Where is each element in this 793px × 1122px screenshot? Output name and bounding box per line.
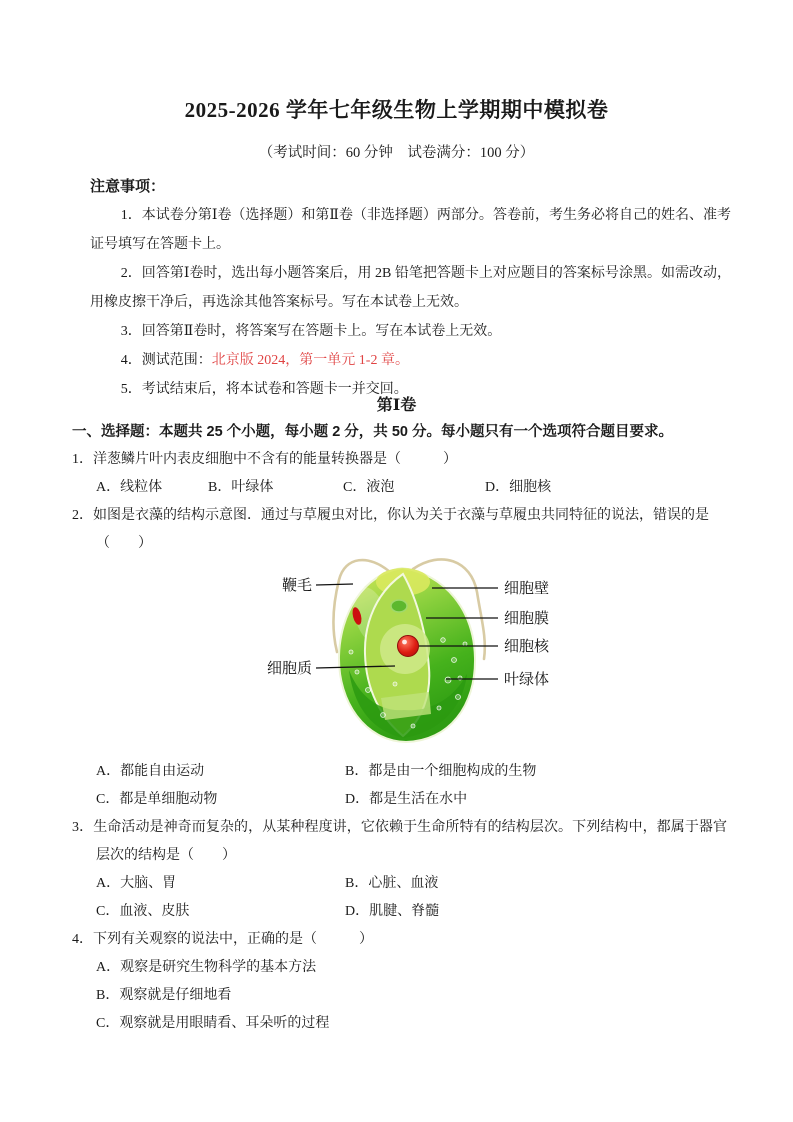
question-4-options [72, 954, 727, 1038]
question-4-option-a: A．观察是研究生物科学的基本方法 [96, 960, 317, 975]
notice-item-1: 1．本试卷分第Ⅰ卷（选择题）和第Ⅱ卷（非选择题）两部分。答卷前，考生务必将自己的姓名、准考证号填写在答题卡上。 [90, 208, 731, 252]
question-1-option-c: C．液泡 [343, 480, 395, 495]
notice-item-4-prefix: 4．测试范围： [120, 353, 212, 368]
notice-item-2: 2．回答第Ⅰ卷时，选出每小题答案后，用 2B 铅笔把答题卡上对应题目的答案标号涂黑。如需改动，用橡皮擦干净后，再选涂其他答案标号。写在本试卷上无效。 [90, 266, 731, 310]
notice-item-4-scope: 北京版 2024，第一单元 1-2 章。 [211, 353, 409, 368]
question-2 [72, 502, 727, 814]
question-2-option-a: A．都能自由运动 [96, 764, 205, 779]
question-1-stem: 1．洋葱鳞片叶内表皮细胞中不含有的能量转换器是（ ） [72, 452, 457, 467]
question-1-number: 1． [72, 452, 93, 467]
question-2-stem-line2: （ ） [96, 536, 152, 551]
question-3-options [72, 870, 727, 926]
question-4-number: 4． [72, 932, 93, 947]
question-4-option-c: C．观察就是用眼睛看、耳朵听的过程 [96, 1016, 330, 1031]
question-1-option-a: A．线粒体 [96, 480, 163, 495]
figure-label-cell-membrane: 细胞膜 [504, 611, 550, 627]
question-2-options [72, 758, 727, 814]
question-3-option-a: A．大脑、胃 [96, 876, 177, 891]
question-2-option-c: C．都是单细胞动物 [96, 792, 218, 807]
questions-list [72, 446, 727, 1038]
notice-heading: 注意事项： [90, 178, 166, 195]
question-2-number: 2． [72, 508, 93, 523]
notice-item-4 [90, 346, 731, 375]
nucleus-highlight [402, 640, 407, 645]
notice-item-3: 3．回答第Ⅱ卷时，将答案写在答题卡上。写在本试卷上无效。 [120, 324, 502, 339]
question-4-option-b: B．观察就是仔细地看 [96, 988, 232, 1003]
question-2-stem: 2．如图是衣藻的结构示意图．通过与草履虫对比，你认为关于衣藻与草履虫共同特征的说法，错误的是 [72, 508, 709, 523]
chlamydomonas-diagram [253, 552, 593, 748]
question-3-number: 3． [72, 820, 94, 835]
figure-label-cell-wall: 细胞壁 [504, 581, 550, 597]
exam-info: （考试时间：60 分钟 试卷满分：100 分） [258, 145, 535, 161]
page-title: 2025-2026 学年七年级生物上学期期中模拟卷 [184, 98, 609, 122]
question-1 [72, 446, 727, 502]
question-2-option-b: B．都是由一个细胞构成的生物 [345, 764, 537, 779]
chlamydomonas-figure [253, 552, 727, 748]
vacuole [391, 600, 407, 612]
question-4-stem: 4．下列有关观察的说法中，正确的是（ ） [72, 932, 373, 947]
question-1-option-d: D．细胞核 [485, 480, 552, 495]
figure-label-cytoplasm: 细胞质 [266, 661, 312, 677]
question-3-option-c: C．血液、皮肤 [96, 904, 190, 919]
flagellum-pointer-line [316, 584, 353, 585]
question-3-option-d: D．肌腱、脊髓 [345, 904, 440, 919]
question-1-options [72, 474, 727, 502]
figure-label-nucleus: 细胞核 [504, 639, 550, 655]
notice-item-5: 5．考试结束后，将本试卷和答题卡一并交回。 [120, 382, 408, 397]
question-2-option-d: D．都是生活在水中 [345, 792, 468, 807]
question-3-stem: 3．生命活动是神奇而复杂的，从某种程度讲，它依赖于生命所特有的结构层次。下列结构中，都属于器官层次的结构是（ ） [72, 820, 728, 863]
notice-section [90, 172, 731, 404]
figure-label-flagellum: 鞭毛 [281, 578, 312, 594]
question-4 [72, 926, 727, 1038]
question-3-option-b: B．心脏、血液 [345, 876, 439, 891]
question-3 [72, 814, 727, 926]
part-1-title: 第Ⅰ卷 [376, 397, 417, 414]
nucleus-body [398, 636, 419, 657]
section-instruction: 一、选择题：本题共 25 个小题，每小题 2 分，共 50 分。每小题只有一个选项符合题目要求。 [72, 424, 673, 440]
figure-label-chloroplast: 叶绿体 [504, 672, 550, 688]
question-1-option-b: B．叶绿体 [208, 480, 274, 495]
